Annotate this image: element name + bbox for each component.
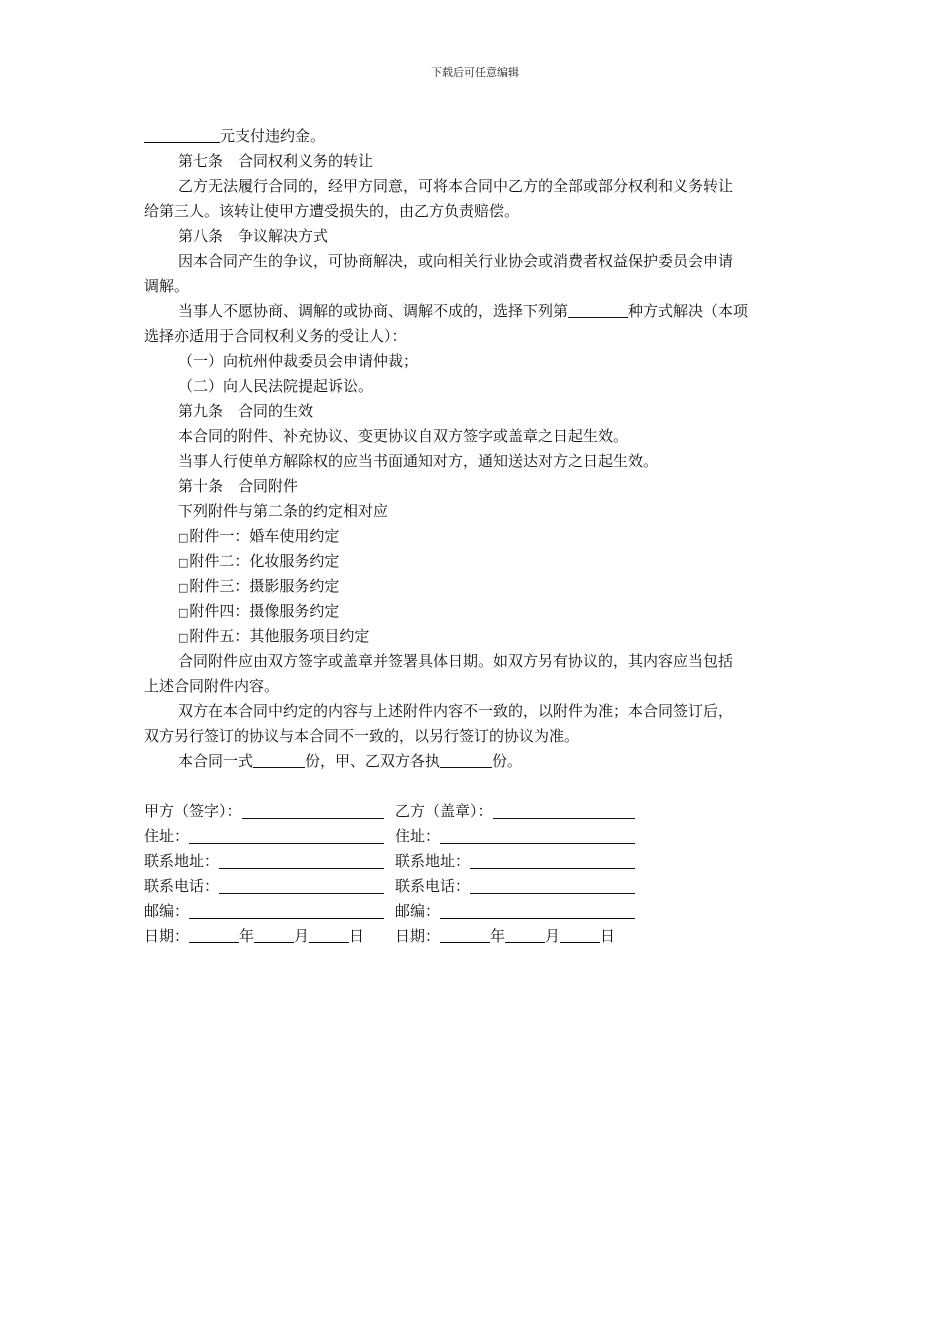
signature-block bbox=[144, 799, 812, 949]
option-litigation: （二）向人民法院提起诉讼。 bbox=[178, 377, 374, 395]
paragraph-text: 双方在本合同中约定的内容与上述附件内容不一致的，以附件为准；本合同签订后， bbox=[178, 702, 734, 720]
field-label: 甲方（签字）： bbox=[144, 802, 242, 820]
attachment-label: 附件一：婚车使用约定 bbox=[189, 527, 340, 545]
paragraph-text: 份。 bbox=[492, 752, 523, 770]
page-header: 下载后可任意编辑 bbox=[431, 66, 519, 79]
postcode-field[interactable] bbox=[189, 918, 384, 919]
phone-field[interactable] bbox=[219, 893, 384, 894]
paragraph-text: 乙方无法履行合同的，经甲方同意，可将本合同中乙方的全部或部分权利和义务转让 bbox=[178, 177, 734, 195]
day-label: 日 bbox=[600, 927, 616, 945]
field-label: 住址： bbox=[395, 827, 441, 845]
paragraph-text: 给第三人。该转让使甲方遭受损失的，由乙方负责赔偿。 bbox=[144, 202, 520, 220]
paragraph-text: 上述合同附件内容。 bbox=[144, 677, 280, 695]
paragraph-text: 本合同一式 bbox=[178, 752, 254, 770]
attachment-item bbox=[144, 574, 812, 599]
field-label: 邮编： bbox=[144, 902, 190, 920]
article-7-title: 第七条 合同权利义务的转让 bbox=[178, 152, 374, 170]
paragraph-text: 下列附件与第二条的约定相对应 bbox=[178, 502, 389, 520]
penalty-text: 元支付违约金。 bbox=[220, 127, 326, 145]
option-arbitration: （一）向杭州仲裁委员会申请仲裁； bbox=[178, 352, 419, 370]
phone-field[interactable] bbox=[470, 893, 635, 894]
party-b-column bbox=[395, 799, 635, 949]
attachment-label: 附件三：摄影服务约定 bbox=[189, 577, 340, 595]
party-a-sign-row bbox=[144, 799, 384, 824]
seal-field[interactable] bbox=[493, 818, 635, 819]
attachment-label: 附件四：摄像服务约定 bbox=[189, 602, 340, 620]
party-a-phone-row bbox=[144, 874, 384, 899]
address-field[interactable] bbox=[440, 843, 635, 844]
party-b-date-row bbox=[395, 924, 635, 949]
blank-field[interactable] bbox=[253, 751, 305, 768]
paragraph-text: 调解。 bbox=[144, 277, 190, 295]
year-field[interactable] bbox=[440, 926, 490, 943]
party-a-contact-address-row bbox=[144, 849, 384, 874]
field-label: 联系地址： bbox=[395, 852, 471, 870]
penalty-line bbox=[144, 124, 812, 149]
month-label: 月 bbox=[545, 927, 561, 945]
party-a-postcode-row bbox=[144, 899, 384, 924]
paragraph-text: 当事人不愿协商、调解的或协商、调解不成的，选择下列第 bbox=[178, 302, 569, 320]
field-label: 住址： bbox=[144, 827, 190, 845]
field-label: 联系电话： bbox=[395, 877, 471, 895]
paragraph-text: 本合同的附件、补充协议、变更协议自双方签字或盖章之日起生效。 bbox=[178, 427, 629, 445]
year-field[interactable] bbox=[189, 926, 239, 943]
field-label: 日期： bbox=[395, 927, 441, 945]
party-b-postcode-row bbox=[395, 899, 635, 924]
attachment-item bbox=[144, 599, 812, 624]
party-b-sign-row bbox=[395, 799, 635, 824]
year-label: 年 bbox=[490, 927, 506, 945]
party-b-contact-address-row bbox=[395, 849, 635, 874]
blank-field[interactable] bbox=[568, 301, 628, 318]
attachment-label: 附件二：化妆服务约定 bbox=[189, 552, 340, 570]
blank-field[interactable] bbox=[144, 126, 220, 143]
paragraph-text: 合同附件应由双方签字或盖章并签署具体日期。如双方另有协议的，其内容应当包括 bbox=[178, 652, 734, 670]
address-field[interactable] bbox=[189, 843, 384, 844]
paragraph-text: 选择亦适用于合同权利义务的受让人）： bbox=[144, 327, 407, 345]
field-label: 邮编： bbox=[395, 902, 441, 920]
checkbox-icon[interactable]: □ bbox=[178, 606, 189, 619]
month-label: 月 bbox=[294, 927, 310, 945]
checkbox-icon[interactable]: □ bbox=[178, 531, 189, 544]
party-a-date-row bbox=[144, 924, 384, 949]
year-label: 年 bbox=[239, 927, 255, 945]
month-field[interactable] bbox=[254, 926, 294, 943]
paragraph-text: 因本合同产生的争议，可协商解决，或向相关行业协会或消费者权益保护委员会申请 bbox=[178, 252, 734, 270]
field-label: 日期： bbox=[144, 927, 190, 945]
day-field[interactable] bbox=[560, 926, 600, 943]
attachment-label: 附件五：其他服务项目约定 bbox=[189, 627, 370, 645]
paragraph-text: 双方另行签订的协议与本合同不一致的，以另行签订的协议为准。 bbox=[144, 727, 580, 745]
article-9-title: 第九条 合同的生效 bbox=[178, 402, 314, 420]
paragraph-text: 份，甲、乙双方各执 bbox=[305, 752, 441, 770]
party-b-phone-row bbox=[395, 874, 635, 899]
attachment-item bbox=[144, 624, 812, 649]
month-field[interactable] bbox=[505, 926, 545, 943]
field-label: 联系地址： bbox=[144, 852, 220, 870]
spacer bbox=[144, 774, 812, 799]
copies-line bbox=[144, 749, 812, 774]
contact-address-field[interactable] bbox=[470, 868, 635, 869]
postcode-field[interactable] bbox=[440, 918, 635, 919]
checkbox-icon[interactable]: □ bbox=[178, 631, 189, 644]
party-a-address-row bbox=[144, 824, 384, 849]
article-8-title: 第八条 争议解决方式 bbox=[178, 227, 329, 245]
paragraph-text: 当事人行使单方解除权的应当书面通知对方，通知送达对方之日起生效。 bbox=[178, 452, 659, 470]
party-a-column bbox=[144, 799, 384, 949]
blank-field[interactable] bbox=[440, 751, 492, 768]
day-field[interactable] bbox=[309, 926, 349, 943]
field-label: 联系电话： bbox=[144, 877, 220, 895]
checkbox-icon[interactable]: □ bbox=[178, 581, 189, 594]
attachment-item bbox=[144, 524, 812, 549]
contract-body bbox=[144, 124, 812, 949]
signature-field[interactable] bbox=[242, 818, 384, 819]
dispute-choice-line bbox=[144, 299, 812, 324]
contact-address-field[interactable] bbox=[219, 868, 384, 869]
checkbox-icon[interactable]: □ bbox=[178, 556, 189, 569]
attachment-item bbox=[144, 549, 812, 574]
field-label: 乙方（盖章）： bbox=[395, 802, 493, 820]
day-label: 日 bbox=[349, 927, 365, 945]
article-10-title: 第十条 合同附件 bbox=[178, 477, 299, 495]
party-b-address-row bbox=[395, 824, 635, 849]
paragraph-text: 种方式解决（本项 bbox=[628, 302, 749, 320]
